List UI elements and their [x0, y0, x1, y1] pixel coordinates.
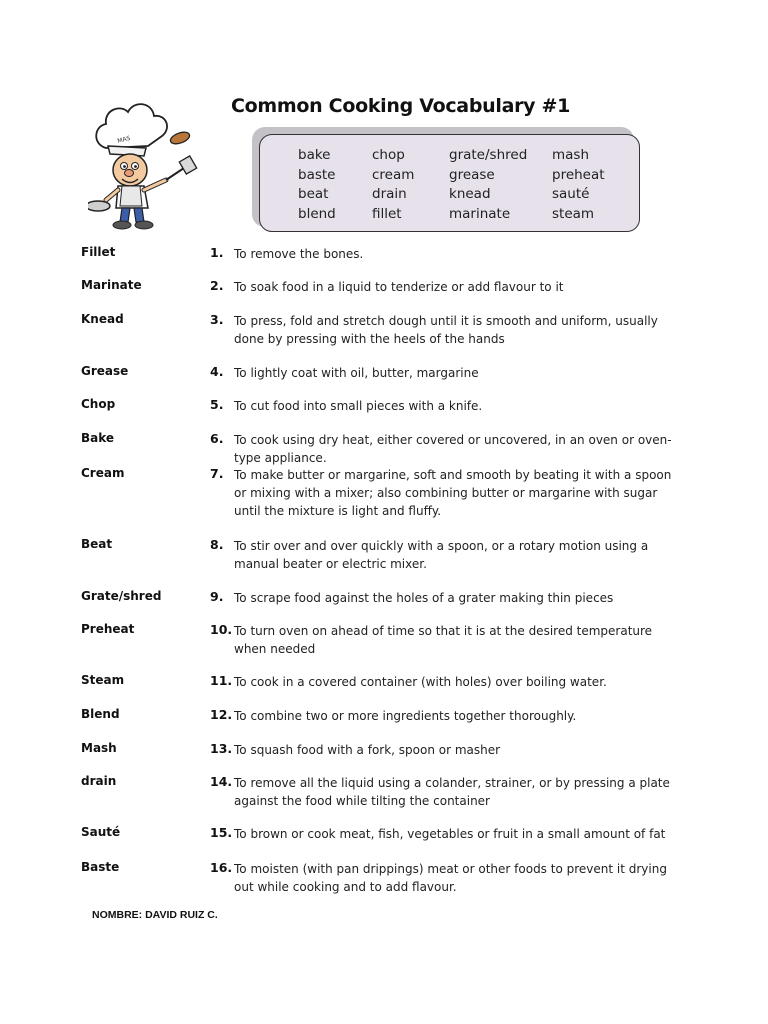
vocab-term: Steam: [81, 673, 125, 687]
vocab-term: Sauté: [81, 825, 121, 839]
word-bank-word: grate/shred: [449, 147, 528, 163]
vocab-term: Mash: [81, 741, 117, 755]
vocab-term: Beat: [81, 537, 113, 551]
word-bank-word: chop: [372, 147, 405, 163]
vocab-number: 8.: [210, 537, 224, 552]
vocab-term: Marinate: [81, 278, 142, 292]
vocab-definition: To cook using dry heat, either covered or uncovered, in an oven or oven-type appliance.: [234, 433, 672, 465]
word-bank-word: fillet: [372, 205, 402, 222]
vocab-number: 15.: [210, 825, 233, 840]
word-bank-word: bake: [298, 147, 331, 163]
vocab-number: 5.: [210, 397, 224, 412]
vocab-definition: To soak food in a liquid to tenderize or add flavour to it: [234, 280, 564, 294]
vocab-term: drain: [81, 774, 117, 788]
word-bank-column-3: [449, 146, 527, 224]
page-title: Common Cooking Vocabulary #1: [231, 95, 571, 117]
word-bank-word: sauté: [552, 186, 590, 202]
vocab-number: 2.: [210, 278, 224, 293]
vocab-term: Cream: [81, 466, 125, 480]
word-bank-column-2: [372, 146, 414, 224]
vocab-term: Bake: [81, 431, 115, 445]
word-bank-column-4: [552, 146, 605, 224]
vocab-definition: To remove all the liquid using a colander, strainer, or by pressing a plate against the food while tilting the container: [234, 776, 670, 808]
vocab-term: Blend: [81, 707, 120, 721]
vocab-definition: To moisten (with pan drippings) meat or other foods to prevent it drying out while cooking and to add flavour.: [234, 862, 667, 894]
word-bank-word: mash: [552, 147, 590, 163]
vocab-definition: To scrape food against the holes of a grater making thin pieces: [234, 591, 614, 605]
word-bank-word: beat: [298, 186, 329, 202]
word-bank-column-1: [298, 146, 336, 224]
vocab-number: 12.: [210, 707, 233, 722]
vocab-definition: To cook in a covered container (with holes) over boiling water.: [234, 675, 607, 689]
vocab-definition: To squash food with a fork, spoon or masher: [234, 743, 501, 757]
vocab-number: 11.: [210, 673, 233, 688]
vocab-number: 9.: [210, 589, 224, 604]
vocab-term: Grate/shred: [81, 589, 162, 603]
vocab-term: Baste: [81, 860, 120, 874]
vocab-definition: To stir over and over quickly with a spoon, or a rotary motion using a manual beater or electric mixer.: [234, 539, 649, 571]
word-bank-word: preheat: [552, 166, 605, 183]
vocab-definition: To cut food into small pieces with a knife.: [234, 399, 483, 413]
svg-text:MAS: MAS: [116, 134, 132, 145]
vocab-number: 1.: [210, 245, 224, 260]
vocab-number: 3.: [210, 312, 224, 327]
word-bank-word: grease: [449, 166, 495, 183]
word-bank-word: steam: [552, 205, 595, 222]
vocab-definition: To combine two or more ingredients together thoroughly.: [234, 709, 577, 723]
word-bank-word: blend: [298, 205, 336, 222]
word-bank: [259, 134, 640, 232]
vocab-number: 13.: [210, 741, 233, 756]
word-bank-word: cream: [372, 166, 415, 183]
vocab-term: Knead: [81, 312, 124, 326]
vocab-definition: To press, fold and stretch dough until it is smooth and uniform, usually done by pressing with the heels of the hands: [234, 314, 658, 346]
vocab-number: 7.: [210, 466, 224, 481]
word-bank-word: baste: [298, 166, 336, 183]
vocab-definition: To turn oven on ahead of time so that it is at the desired temperature when needed: [234, 624, 653, 656]
vocab-number: 14.: [210, 774, 233, 789]
vocab-term: Preheat: [81, 622, 135, 636]
vocab-term: Chop: [81, 397, 116, 411]
vocab-number: 16.: [210, 860, 233, 875]
vocab-definition: To remove the bones.: [234, 247, 364, 261]
vocab-number: 6.: [210, 431, 224, 446]
student-name: NOMBRE: DAVID RUIZ C.: [92, 909, 218, 921]
vocab-definition: To lightly coat with oil, butter, margarine: [234, 366, 479, 380]
vocab-number: 4.: [210, 364, 224, 379]
vocab-definition: To brown or cook meat, fish, vegetables or fruit in a small amount of fat: [234, 827, 666, 841]
word-bank-word: marinate: [449, 205, 511, 222]
chef-illustration: [88, 96, 213, 231]
vocab-term: Grease: [81, 364, 129, 378]
vocab-number: 10.: [210, 622, 233, 637]
vocab-definition: To make butter or margarine, soft and smooth by beating it with a spoon or mixing with a mixer; also combining butter or margarine with sugar until the mixture is light and fluffy.: [234, 468, 672, 518]
vocab-term: Fillet: [81, 245, 116, 259]
word-bank-word: drain: [372, 186, 407, 202]
word-bank-word: knead: [449, 186, 491, 202]
